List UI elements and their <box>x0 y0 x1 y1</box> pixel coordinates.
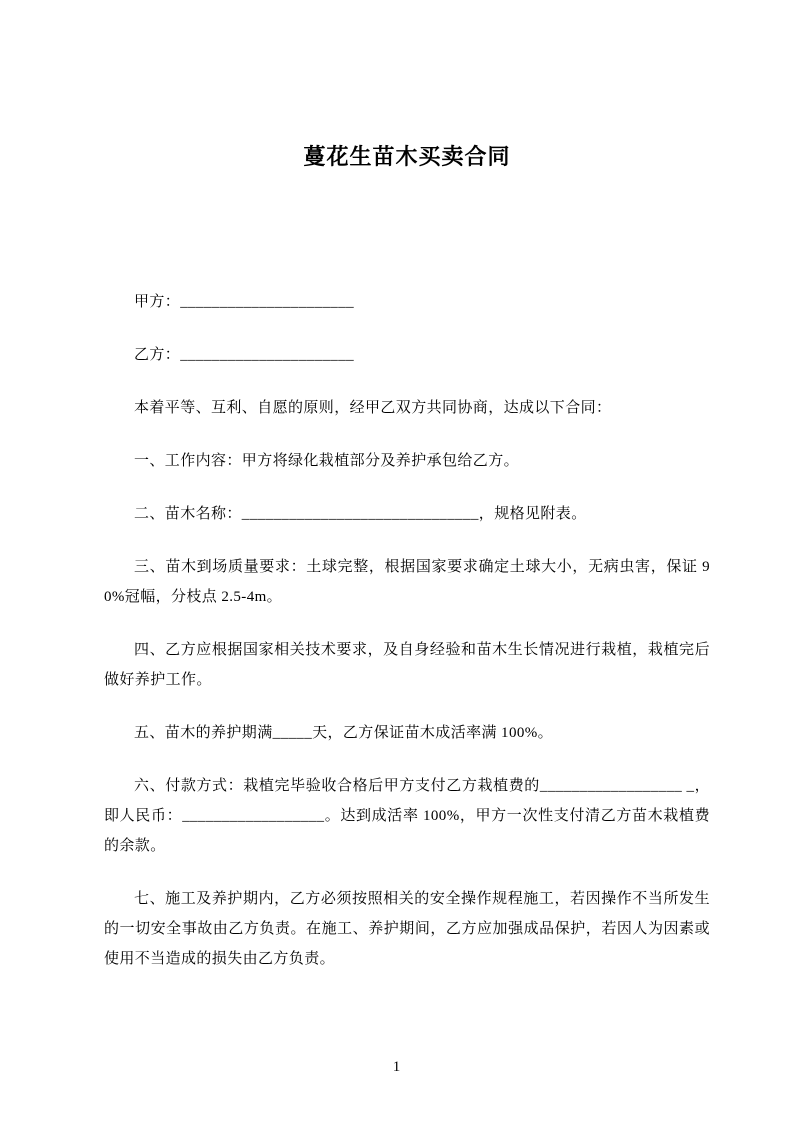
clause-2-seedling-name: 二、苗木名称：______________________________，规格见附表。 <box>134 506 587 522</box>
preamble-paragraph: 本着平等、互利、自愿的原则，经甲乙双方共同协商，达成以下合同： <box>134 400 612 416</box>
clause-5-maintenance-period: 五、苗木的养护期满_____天，乙方保证苗木成活率满 100%。 <box>134 725 554 741</box>
party-b-line: 乙方：______________________ <box>134 347 355 363</box>
clause-1-work-content: 一、工作内容：甲方将绿化栽植部分及养护承包给乙方。 <box>134 453 520 469</box>
party-a-line: 甲方：______________________ <box>134 294 355 310</box>
document-title: 蔓花生苗木买卖合同 <box>303 144 511 169</box>
clause-4-planting-requirements: 四、乙方应根据国家相关技术要求，及自身经验和苗木生长情况进行栽植，栽植完后做好养护工作。 <box>104 642 710 688</box>
clause-7-safety-responsibility: 七、施工及养护期内，乙方必须按照相关的安全操作规程施工，若因操作不当所发生的一切安全事故由乙方负责。在施工、养护期间，乙方应加强成品保护，若因人为因素或使用不当造成的损失由乙方负责。 <box>104 891 710 967</box>
page-number: 1 <box>392 1059 401 1075</box>
clause-6-payment-method: 六、付款方式：栽植完毕验收合格后甲方支付乙方栽植费的__________________ _，即人民币：__________________。达到成活率 100%，甲方一次性支付清乙方苗木栽植费的余款。 <box>104 778 710 854</box>
clause-3-quality-requirements: 三、苗木到场质量要求：土球完整，根据国家要求确定土球大小，无病虫害，保证 90%冠幅，分枝点 2.5-4m。 <box>104 559 710 605</box>
